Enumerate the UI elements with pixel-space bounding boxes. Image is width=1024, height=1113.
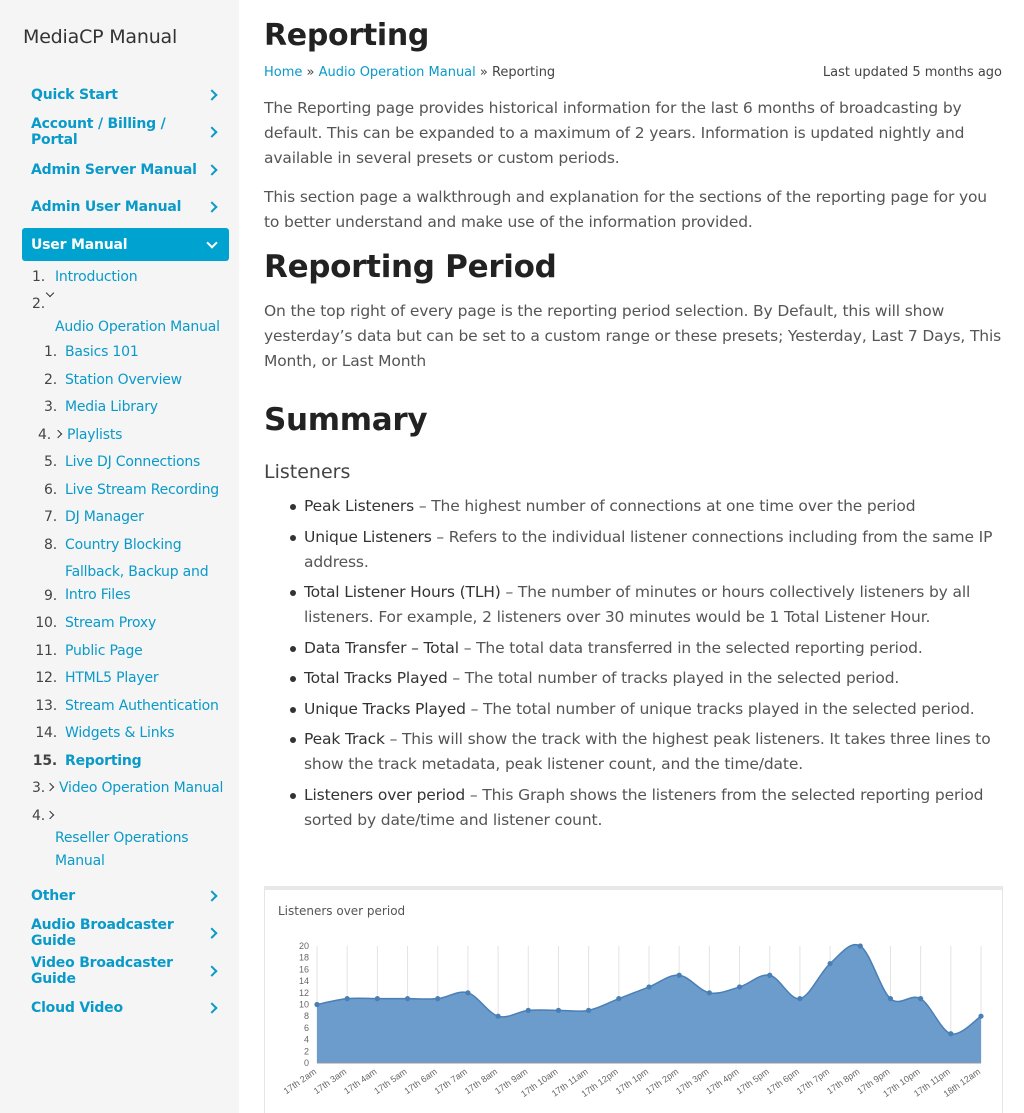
term: Data Transfer – Total (304, 638, 459, 657)
subnav-reseller-title (32, 827, 229, 873)
listeners-definition-list (304, 494, 1004, 833)
nav-label: Cloud Video (31, 1000, 123, 1016)
data-point (526, 1008, 531, 1013)
y-tick-label: 8 (303, 1011, 309, 1022)
nav-label: User Manual (31, 236, 128, 253)
list-item (32, 396, 229, 419)
description: – The total data transferred in the selected reporting period. (458, 638, 923, 657)
description: – This Graph shows the listeners from the selected reporting period sorted by date/time and listener count. (304, 785, 984, 829)
item-number: 14. (35, 725, 57, 741)
data-point (495, 1014, 500, 1019)
list-item (32, 612, 229, 635)
link-dj-manager[interactable]: DJ Manager (65, 509, 144, 525)
item-number: 1. (32, 268, 45, 285)
nav-label: Admin Server Manual (31, 161, 197, 178)
item-number: 1. (44, 344, 57, 360)
data-point (948, 1031, 953, 1036)
link-public-page[interactable]: Public Page (65, 642, 143, 659)
subnav-item-audio-operation (32, 293, 229, 316)
item-number: 8. (44, 536, 57, 553)
data-point (465, 990, 470, 995)
link-live-dj-connections[interactable]: Live DJ Connections (65, 454, 201, 470)
link-fallback-backup-intro[interactable]: Fallback, Backup and Intro Files (65, 564, 209, 603)
item-number: 3. (44, 399, 57, 415)
x-tick-label: 17th 3am (311, 1066, 349, 1097)
description: – This will show the track with the highest peak listeners. It takes three lines to show the track metadata, peak listener count, and the time/date. (304, 730, 991, 773)
subnav-audio-operation-title (32, 316, 229, 339)
x-tick-label: 17th 5pm (734, 1066, 771, 1097)
description: – The number of minutes or hours collectively listeners by all listeners. For example, 2 listeners over 30 minutes would be 1 Total Listener Hour. (304, 583, 971, 626)
item-number: 13. (35, 697, 57, 714)
item-number: 6. (44, 481, 57, 498)
link-video-operation-manual[interactable]: Video Operation Manual (58, 780, 224, 796)
x-tick-label: 17th 6pm (764, 1066, 802, 1097)
description: – The total number of unique tracks played in the selected period. (465, 699, 975, 718)
item-number: 4. (38, 426, 51, 443)
listeners-area-chart (265, 890, 1002, 1113)
breadcrumb-row (264, 65, 1004, 80)
nav-label: Account / Billing / Portal (31, 116, 166, 148)
list-item (32, 561, 229, 607)
breadcrumb-current: Reporting (491, 65, 556, 80)
data-point (737, 984, 742, 989)
x-tick-label: 17th 3pm (674, 1066, 711, 1097)
list-item (32, 640, 229, 663)
data-point (314, 1002, 319, 1007)
x-tick-label: 17th 7pm (794, 1066, 832, 1097)
subheading-listeners: Listeners (264, 461, 351, 483)
list-item (32, 506, 229, 529)
nav-quick-start[interactable] (22, 78, 229, 111)
link-country-blocking[interactable]: Country Blocking (65, 536, 182, 553)
y-tick-label: 16 (298, 964, 309, 975)
list-item (32, 722, 229, 745)
breadcrumb-separator: » (302, 65, 319, 80)
y-tick-label: 6 (303, 1022, 309, 1033)
x-tick-label: 17th 2am (281, 1066, 319, 1097)
subnav-item-reseller-operations (32, 805, 229, 828)
item-number: 2. (32, 296, 45, 312)
x-tick-label: 17th 10am (519, 1066, 560, 1100)
x-tick-label: 17th 9pm (855, 1066, 892, 1097)
reporting-period-paragraph: On the top right of every page is the reporting period selection. By Default, this will show yesterday’s data but can be set to a custom range or these presets; Yesterday, Last 7 Days, This Month, or Last Month (264, 302, 1002, 370)
chevron-right-icon (206, 89, 217, 100)
x-tick-label: 17th 1pm (613, 1066, 651, 1097)
data-point (888, 996, 893, 1001)
y-tick-label: 2 (303, 1046, 309, 1057)
x-tick-label: 17th 12pm (579, 1066, 620, 1100)
main-content (264, 0, 1004, 838)
nav-label: Other (31, 887, 75, 904)
x-tick-label: 17th 11am (549, 1066, 590, 1099)
chevron-right-icon[interactable] (46, 810, 54, 818)
intro-paragraph-2: This section page a walkthrough and explanation for the sections of the reporting page for you to better understand and make use of the information provided. (264, 188, 987, 231)
item-number: 3. (32, 780, 45, 796)
data-point (375, 996, 380, 1001)
term: Peak Listeners (304, 497, 415, 515)
intro-paragraph: The Reporting page provides historical information for the last 6 months of broadcasting by default. This can be expanded to a maximum of 2 years. Information is updated nightly and available in several presets or custom periods. (264, 99, 965, 167)
list-item (304, 783, 1004, 833)
nav-account-billing-portal[interactable] (22, 116, 229, 149)
chevron-right-icon (206, 890, 217, 901)
data-point (646, 984, 651, 989)
x-tick-label: 17th 5am (372, 1066, 409, 1097)
nav-label: Quick Start (31, 86, 118, 103)
item-number: 2. (44, 371, 57, 388)
chevron-right-icon (206, 1002, 217, 1013)
breadcrumb-home[interactable]: Home (264, 65, 303, 80)
term: Unique Tracks Played (304, 699, 466, 718)
list-item (32, 479, 229, 502)
chart-title: Listeners over period (278, 904, 406, 918)
item-number: 7. (44, 509, 57, 525)
site-title[interactable]: MediaCP Manual (23, 26, 178, 48)
data-point (405, 996, 410, 1001)
sidebar (0, 0, 239, 1113)
item-number: 5. (44, 454, 57, 470)
list-item (32, 534, 229, 557)
term: Unique Listeners (304, 527, 432, 546)
data-point (435, 996, 440, 1001)
nav-label: Admin User Manual (31, 199, 182, 215)
item-number: 10. (35, 615, 57, 631)
x-tick-label: 17th 2pm (643, 1066, 681, 1097)
nav-video-broadcaster-guide[interactable] (22, 954, 229, 987)
list-item (304, 666, 1004, 691)
chevron-right-icon (206, 201, 217, 212)
link-media-library[interactable]: Media Library (65, 399, 158, 415)
nav-cloud-video[interactable] (22, 992, 229, 1025)
link-reporting-current[interactable]: Reporting (65, 752, 142, 769)
list-item (304, 697, 1004, 722)
item-number: 11. (35, 642, 57, 659)
nav-label: Audio Broadcaster Guide (31, 917, 174, 949)
y-tick-label: 18 (298, 952, 309, 963)
link-introduction[interactable]: Introduction (55, 268, 138, 285)
item-number: 4. (32, 807, 45, 824)
list-item (304, 636, 1004, 661)
x-tick-label: 17th 9am (492, 1066, 530, 1097)
y-tick-label: 20 (298, 941, 309, 951)
page-title: Reporting (264, 18, 430, 53)
user-manual-subnav (32, 266, 229, 874)
data-point (616, 996, 621, 1001)
list-item (32, 341, 229, 364)
x-tick-label: 17th 11pm (911, 1066, 952, 1099)
nav-admin-server-manual[interactable] (22, 153, 229, 186)
breadcrumb-parent[interactable]: Audio Operation Manual (318, 65, 476, 80)
y-tick-label: 12 (298, 987, 309, 998)
chevron-right-icon[interactable] (46, 783, 54, 791)
link-widgets-links[interactable]: Widgets & Links (65, 725, 175, 741)
list-item (32, 695, 229, 718)
chevron-down-icon (206, 237, 217, 248)
subnav-item-introduction (32, 266, 229, 289)
breadcrumb-separator: » (475, 65, 492, 80)
data-point (767, 973, 772, 978)
nav-audio-broadcaster-guide[interactable] (22, 917, 229, 950)
data-point (586, 1008, 591, 1013)
list-item (304, 727, 1004, 777)
item-number: 12. (35, 670, 57, 686)
link-station-overview[interactable]: Station Overview (65, 371, 182, 388)
data-point (858, 943, 863, 948)
nav-other[interactable] (22, 879, 229, 912)
description: – The highest number of connections at one time over the period (414, 497, 916, 515)
x-tick-label: 17th 6am (402, 1066, 439, 1097)
section-heading-summary: Summary (264, 402, 428, 438)
x-tick-label: 17th 10pm (881, 1066, 922, 1100)
section-heading-reporting-period: Reporting Period (264, 249, 557, 285)
item-number: 9. (44, 587, 57, 604)
x-tick-label: 18th 12am (941, 1066, 983, 1100)
list-item (304, 494, 1004, 519)
link-audio-operation-manual[interactable]: Audio Operation Manual (55, 318, 220, 335)
list-item (32, 451, 229, 474)
x-tick-label: 17th 8am (462, 1066, 500, 1097)
y-tick-label: 0 (303, 1058, 309, 1068)
item-number: 15. (32, 752, 57, 769)
list-item (32, 750, 229, 773)
list-item (32, 424, 229, 447)
term: Total Tracks Played (304, 669, 448, 687)
chevron-down-icon[interactable] (46, 289, 54, 297)
link-stream-proxy[interactable]: Stream Proxy (65, 615, 157, 631)
link-reseller-operations-manual[interactable]: Reseller Operations Manual (55, 830, 189, 869)
description: – Refers to the individual listener connections including from the same IP address. (304, 527, 993, 571)
term: Listeners over period (304, 785, 466, 804)
x-tick-label: 17th 4pm (704, 1066, 741, 1097)
nav-user-manual[interactable] (22, 228, 229, 261)
y-tick-label: 14 (298, 976, 309, 987)
link-html5-player[interactable]: HTML5 Player (65, 670, 159, 686)
link-playlists[interactable]: Playlists (66, 426, 123, 443)
list-item (304, 525, 1004, 575)
term: Total Listener Hours (TLH) (304, 583, 501, 601)
link-live-stream-recording[interactable]: Live Stream Recording (65, 481, 219, 498)
data-point (827, 961, 832, 966)
x-tick-label: 17th 7am (432, 1066, 470, 1097)
data-point (978, 1014, 983, 1019)
data-point (707, 990, 712, 995)
x-tick-label: 17th 8pm (824, 1066, 862, 1097)
nav-admin-user-manual[interactable] (22, 191, 229, 224)
term: Peak Track (304, 730, 385, 748)
last-updated: Last updated 5 months ago (822, 65, 1002, 80)
description: – The total number of tracks played in the selected period. (447, 669, 900, 687)
subnav-item-video-operation (32, 777, 229, 800)
breadcrumb (264, 65, 555, 80)
data-point (677, 973, 682, 978)
data-point (345, 996, 350, 1001)
list-item (32, 369, 229, 392)
data-point (556, 1008, 561, 1013)
data-point (918, 996, 923, 1001)
data-point (797, 996, 802, 1001)
link-stream-authentication[interactable]: Stream Authentication (65, 697, 219, 714)
list-item (32, 667, 229, 690)
listeners-chart-card (264, 886, 1003, 1113)
x-tick-label: 17th 4am (342, 1066, 379, 1097)
chevron-right-icon (206, 164, 217, 175)
y-tick-label: 4 (303, 1034, 309, 1045)
link-basics-101[interactable]: Basics 101 (65, 344, 139, 360)
y-tick-label: 10 (298, 999, 309, 1010)
chevron-right-icon[interactable] (54, 429, 62, 437)
nav-label: Video Broadcaster Guide (31, 954, 173, 987)
list-item (304, 580, 1004, 630)
